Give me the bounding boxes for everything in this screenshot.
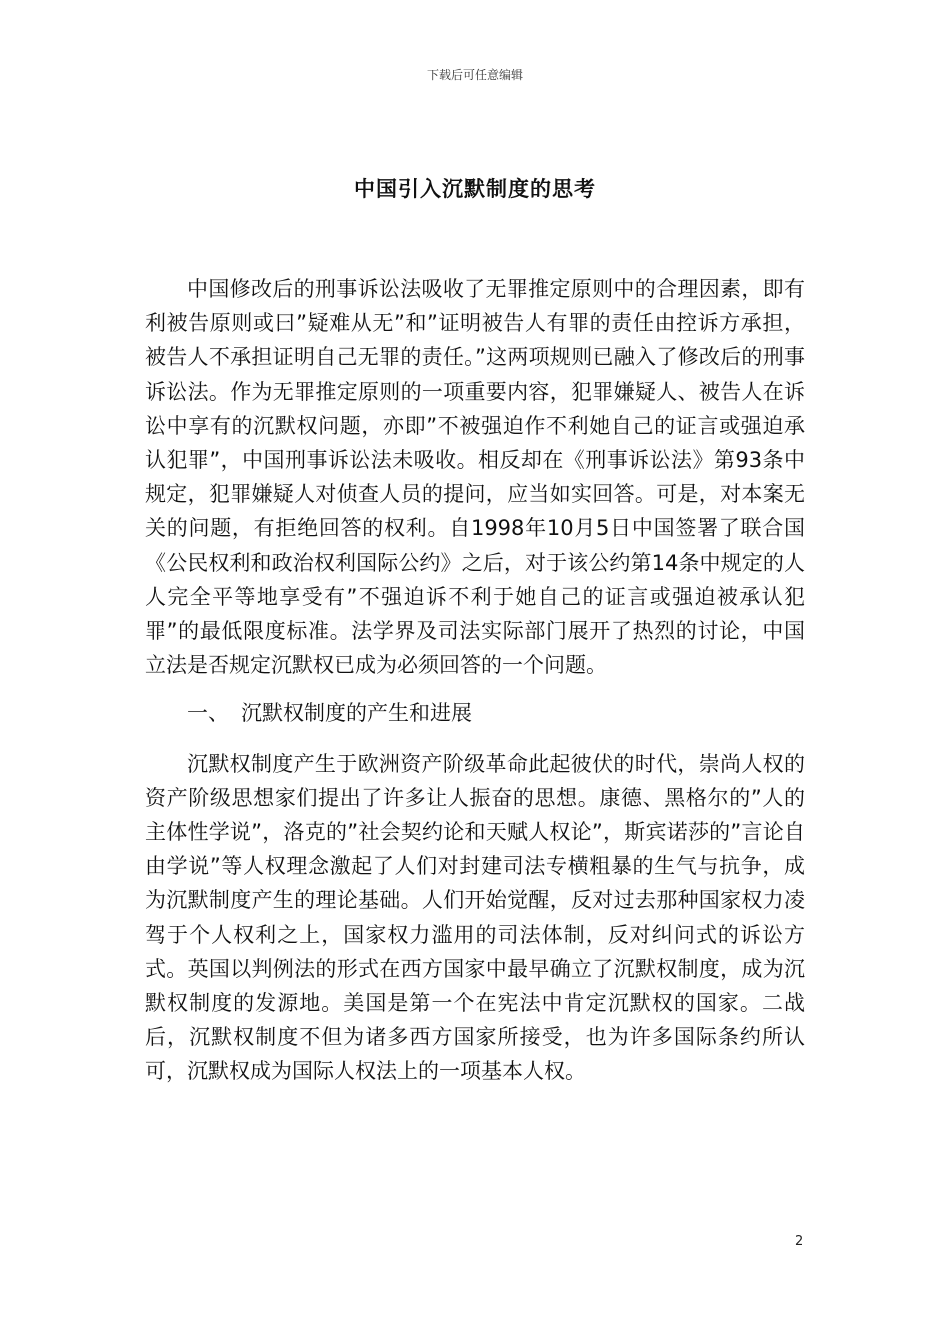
page-header-note: 下载后可任意编辑 [426,68,523,82]
document-body [145,272,805,1089]
document-title: 中国引入沉默制度的思考 [354,177,596,201]
section-heading [145,696,805,730]
page-number: 2 [795,1234,804,1249]
section-number: 一、 [187,701,229,726]
intro-paragraph: 中国修改后的刑事诉讼法吸收了无罪推定原则中的合理因素，即有利被告原则或曰”疑难从无”和”证明被告人有罪的责任由控诉方承担，被告人不承担证明自己无罪的责任。”这两项规则已融入了修改后的刑事诉讼法。作为无罪推定原则的一项重要内容，犯罪嫌疑人、被告人在诉讼中享有的沉默权问题，亦即”不被强迫作不利她自己的证言或强迫承认犯罪”，中国刑事诉讼法未吸收。相反却在《刑事诉讼法》第93条中规定，犯罪嫌疑人对侦查人员的提问，应当如实回答。可是，对本案无关的问题，有拒绝回答的权利。自1998年10月5日中国签署了联合国《公民权利和政治权利国际公约》之后，对于该公约第14条中规定的人人完全平等地享受有”不强迫诉不利于她自己的证言或强迫被承认犯罪”的最低限度标准。法学界及司法实际部门展开了热烈的讨论，中国立法是否规定沉默权已成为必须回答的一个问题。 [145,277,805,678]
section-heading-text: 沉默权制度的产生和进展 [241,701,472,726]
section-paragraph: 沉默权制度产生于欧洲资产阶级革命此起彼伏的时代，崇尚人权的资产阶级思想家们提出了许多让人振奋的思想。康德、黑格尔的”人的主体性学说”，洛克的”社会契约论和天赋人权论”，斯宾诺莎的”言论自由学说”等人权理念激起了人们对封建司法专横粗暴的生气与抗争，成为沉默制度产生的理论基础。人们开始觉醒，反对过去那种国家权力凌驾于个人权利之上，国家权力滥用的司法体制，反对纠问式的诉讼方式。英国以判例法的形式在西方国家中最早确立了沉默权制度，成为沉默权制度的发源地。美国是第一个在宪法中肯定沉默权的国家。二战后，沉默权制度不但为诸多西方国家所接受，也为许多国际条约所认可，沉默权成为国际人权法上的一项基本人权。 [145,751,805,1084]
